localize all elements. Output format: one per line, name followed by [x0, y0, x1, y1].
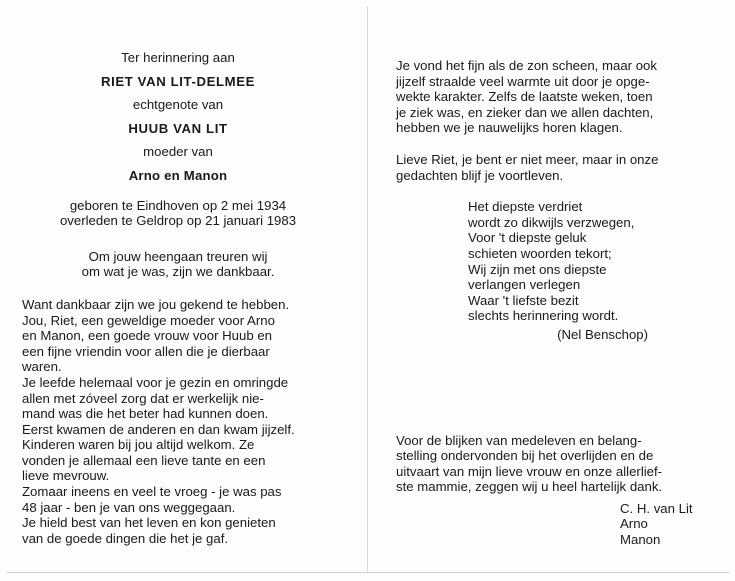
- thanks-paragraph: [396, 433, 708, 495]
- text-line: mand was die het beter had kunnen doen.: [22, 406, 269, 422]
- text-line: Voor de blijken van medeleven en belang-: [396, 432, 642, 448]
- memory-paragraph: [396, 58, 708, 136]
- left-page: [22, 50, 334, 546]
- text-line: Want dankbaar zijn we jou gekend te hebben.: [22, 296, 290, 312]
- signature-line: C. H. van Lit: [620, 500, 693, 516]
- poem-line: Wij zijn met ons diepste: [468, 261, 607, 277]
- text-line: lieve mevrouw.: [22, 468, 110, 484]
- text-line: Je leefde helemaal voor je gezin en omringde: [22, 374, 289, 390]
- text-line: je ziek was, en zieker dan we allen dachten,: [396, 104, 654, 120]
- tribute-text: [22, 297, 334, 547]
- text-line: allen met zóveel zorg dat er werkelijk nie-: [22, 390, 264, 406]
- poem-line: wordt zo dikwijls verzwegen,: [468, 214, 635, 230]
- mother-label: moeder van: [143, 144, 213, 160]
- spouse-label: echtgenote van: [132, 97, 224, 113]
- text-line: jijzelf straalde veel warmte uit door je opge-: [396, 73, 650, 89]
- text-line: Kinderen waren bij jou altijd welkom. Ze: [22, 437, 255, 453]
- poem: [468, 199, 708, 324]
- verse-line: Om jouw heengaan treuren wij: [88, 248, 268, 264]
- text-line: en Manon, een goede vrouw voor Huub en: [22, 328, 273, 344]
- poem-line: Waar 't liefste bezit: [468, 292, 579, 308]
- text-line: Eerst kwamen de anderen en dan kwam jijzelf.: [22, 421, 295, 437]
- poem-line: Het diepste verdriet: [468, 199, 583, 215]
- death-line: overleden te Geldrop op 21 januari 1983: [59, 213, 297, 229]
- text-line: uitvaart van mijn lieve vrouw en onze allerlief-: [396, 463, 663, 479]
- text-line: ste mammie, zeggen wij u heel hartelijk dank.: [396, 479, 663, 495]
- text-line: Zomaar ineens en veel te vroeg - je was pas: [22, 484, 282, 500]
- fold-line: [367, 6, 368, 572]
- signature-line: Manon: [620, 532, 661, 548]
- card-edge: [6, 572, 729, 573]
- text-line: hebben we je nauwelijks horen klagen.: [396, 120, 623, 136]
- text-line: Je vond het fijn als de zon scheen, maar ook: [396, 58, 657, 73]
- signature-line: Arno: [620, 516, 648, 532]
- text-line: Lieve Riet, je bent er niet meer, maar in onze: [396, 151, 659, 167]
- text-line: wekte karakter. Zelfs de laatste weken, toen: [396, 89, 653, 105]
- right-page: [396, 58, 708, 548]
- text-line: Je hield best van het leven en kon genieten: [22, 515, 276, 531]
- deceased-name: RIET VAN LIT-DELMEE: [100, 73, 256, 89]
- text-line: waren.: [22, 359, 62, 375]
- text-line: Jou, Riet, een geweldige moeder voor Arno: [22, 312, 275, 328]
- poem-line: verlangen verlegen: [468, 277, 581, 293]
- text-line: gedachten blijf je voortleven.: [396, 167, 564, 183]
- text-line: stelling ondervonden bij het overlijden en de: [396, 448, 654, 464]
- poem-line: slechts herinnering wordt.: [468, 308, 619, 324]
- poem-line: Voor 't diepste geluk: [468, 230, 587, 246]
- birth-line: geboren te Eindhoven op 2 mei 1934: [69, 197, 287, 213]
- text-line: een fijne vriendin voor allen die je dierbaar: [22, 343, 270, 359]
- heading-block: [22, 50, 334, 280]
- children-names: Arno en Manon: [128, 167, 228, 183]
- verse-line: om wat je was, zijn we dankbaar.: [81, 264, 275, 280]
- poem-line: schieten woorden tekort;: [468, 245, 612, 261]
- spouse-name: HUUB VAN LIT: [128, 120, 228, 136]
- signatures: [620, 501, 708, 548]
- intro-text: Ter herinnering aan: [121, 50, 235, 65]
- text-line: 48 jaar - ben je van ons weggegaan.: [22, 499, 236, 515]
- text-line: vonden je allemaal een lieve tante en een: [22, 452, 266, 468]
- farewell-paragraph: [396, 152, 708, 183]
- poem-author: (Nel Benschop): [557, 326, 648, 342]
- text-line: van de goede dingen die het je gaf.: [22, 530, 229, 546]
